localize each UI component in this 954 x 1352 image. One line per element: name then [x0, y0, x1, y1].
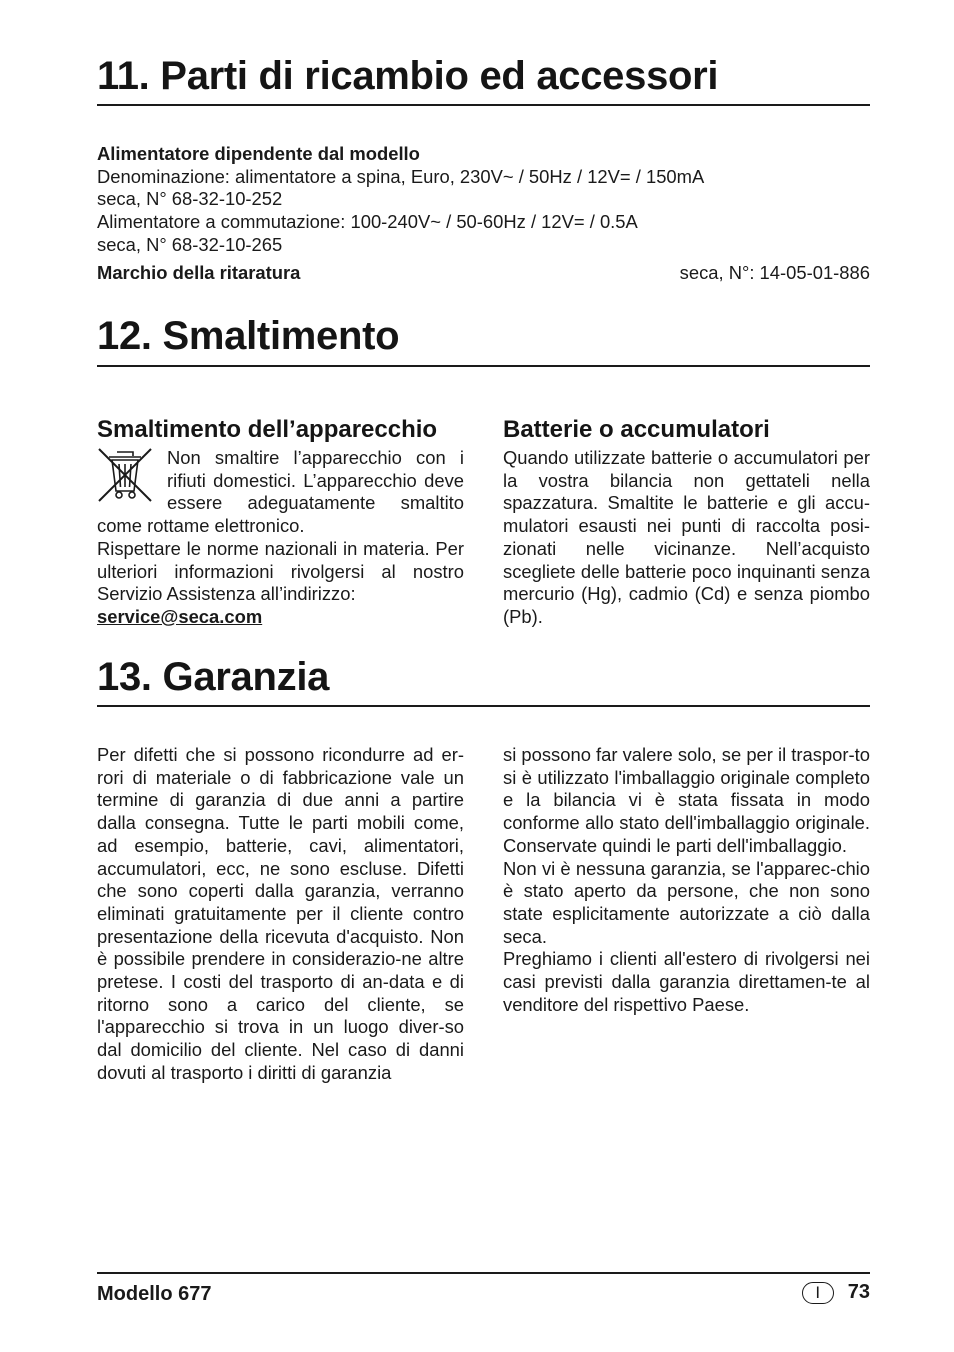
psu-heading: Alimentatore dipendente dal modello	[97, 143, 420, 164]
section-11-rule	[97, 104, 870, 106]
device-disposal-heading: Smaltimento dell’apparecchio	[97, 416, 438, 443]
section-11-title: 11. Parti di ricambio ed accessori	[97, 54, 719, 98]
psu-line-2: seca, N° 68-32-10-252	[97, 188, 283, 210]
batteries-column	[503, 416, 870, 629]
language-badge: I	[802, 1282, 834, 1304]
psu-line-1: Denominazione: alimentatore a spina, Euro, 230V~ / 50Hz / 12V= / 150mA	[97, 165, 705, 187]
batteries-text: Quando utilizzate batterie o accumulatori per la vostra bilancia non gettateli nella spazzatura. Smaltite le batterie e gli accu-mulatori esausti nei punti di raccolta posi-zionati nelle vicinanze. Nell’acquisto scegliete delle batterie poco inquinanti senza mercurio (Hg), cadmio (Cd) e senza piombo (Pb).	[503, 447, 870, 627]
batteries-heading: Batterie o accumulatori	[503, 416, 770, 443]
recalibration-value: seca, N°: 14-05-01-886	[679, 261, 870, 283]
psu-line-3: Alimentatore a commutazione: 100-240V~ / 50-60Hz / 12V= / 0.5A	[97, 211, 638, 233]
section-12-rule	[97, 365, 870, 367]
warranty-right-paragraph-2: Non vi è nessuna garanzia, se l'apparec-chio è stato aperto da persone, che non sono state esplicitamente autorizzate a ciò dalla seca.	[503, 857, 870, 947]
warranty-left-column	[97, 744, 464, 1085]
spare-parts-block	[97, 143, 870, 284]
device-disposal-paragraph-2: Rispettare le norme nazionali in materia. Per ulteriori informazioni rivolgersi al nostro Servizio Assistenza all’indirizzo:	[97, 537, 464, 605]
footer-page-info	[802, 1281, 870, 1304]
recalibration-row	[97, 262, 870, 285]
warranty-right-column	[503, 744, 870, 1016]
service-email-link[interactable]: service@seca.com	[97, 605, 263, 627]
crossed-out-wheelie-bin-icon	[97, 447, 153, 503]
warranty-left-text: Per difetti che si possono ricondurre ad er-rori di materiale o di fabbricazione vale un termine di garanzia di due anni a partire dalla consegna. Tutte le parti mobili come, ad esempio, batterie, cavi, alimentatori, accumulatori, ecc, ne sono escluse. Difetti che sono coperti dalla garanzia, verranno eliminati gratuitamente per il cliente contro presentazione della ricevuta d'acquisto. Non è possibile prendere in considerazio-ne altre pretese. I costi del trasporto di an-data e di ritorno sono a carico del cliente, se l'apparecchio si trova in un luogo diver-so dal domicilio del cliente. Nel caso di danni dovuti al trasporto i diritti di garanzia	[97, 744, 464, 1083]
recalibration-label: Marchio della ritaratura	[97, 261, 301, 283]
section-13-rule	[97, 705, 870, 707]
warranty-right-paragraph-3: Preghiamo i clienti all'estero di rivolgersi nei casi previsti dalla garanzia direttamen-te al venditore del rispettivo Paese.	[503, 948, 870, 1015]
warranty-right-paragraph-1: si possono far valere solo, se per il traspor-to si è utilizzato l'imballaggio originale completo e la bilancia vi è stata fissata in modo conforme allo stato dell'imballaggio originale. Conservate quindi le parti dell'imballaggio.	[503, 744, 870, 856]
footer-model: Modello 677	[97, 1283, 212, 1305]
device-disposal-column	[97, 416, 464, 629]
page-number: 73	[847, 1281, 870, 1303]
section-13-title: 13. Garanzia	[97, 655, 330, 699]
device-disposal-text	[97, 447, 464, 538]
psu-line-4: seca, N° 68-32-10-265	[97, 233, 283, 255]
section-12-title: 12. Smaltimento	[97, 314, 400, 358]
footer-rule	[97, 1272, 870, 1274]
device-disposal-paragraph-1: Non smaltire l’apparecchio con i rifiuti domestici. L’apparecchio deve essere adeguatamente smaltito come rottame elettronico.	[97, 447, 464, 537]
document-page	[97, 0, 870, 1352]
